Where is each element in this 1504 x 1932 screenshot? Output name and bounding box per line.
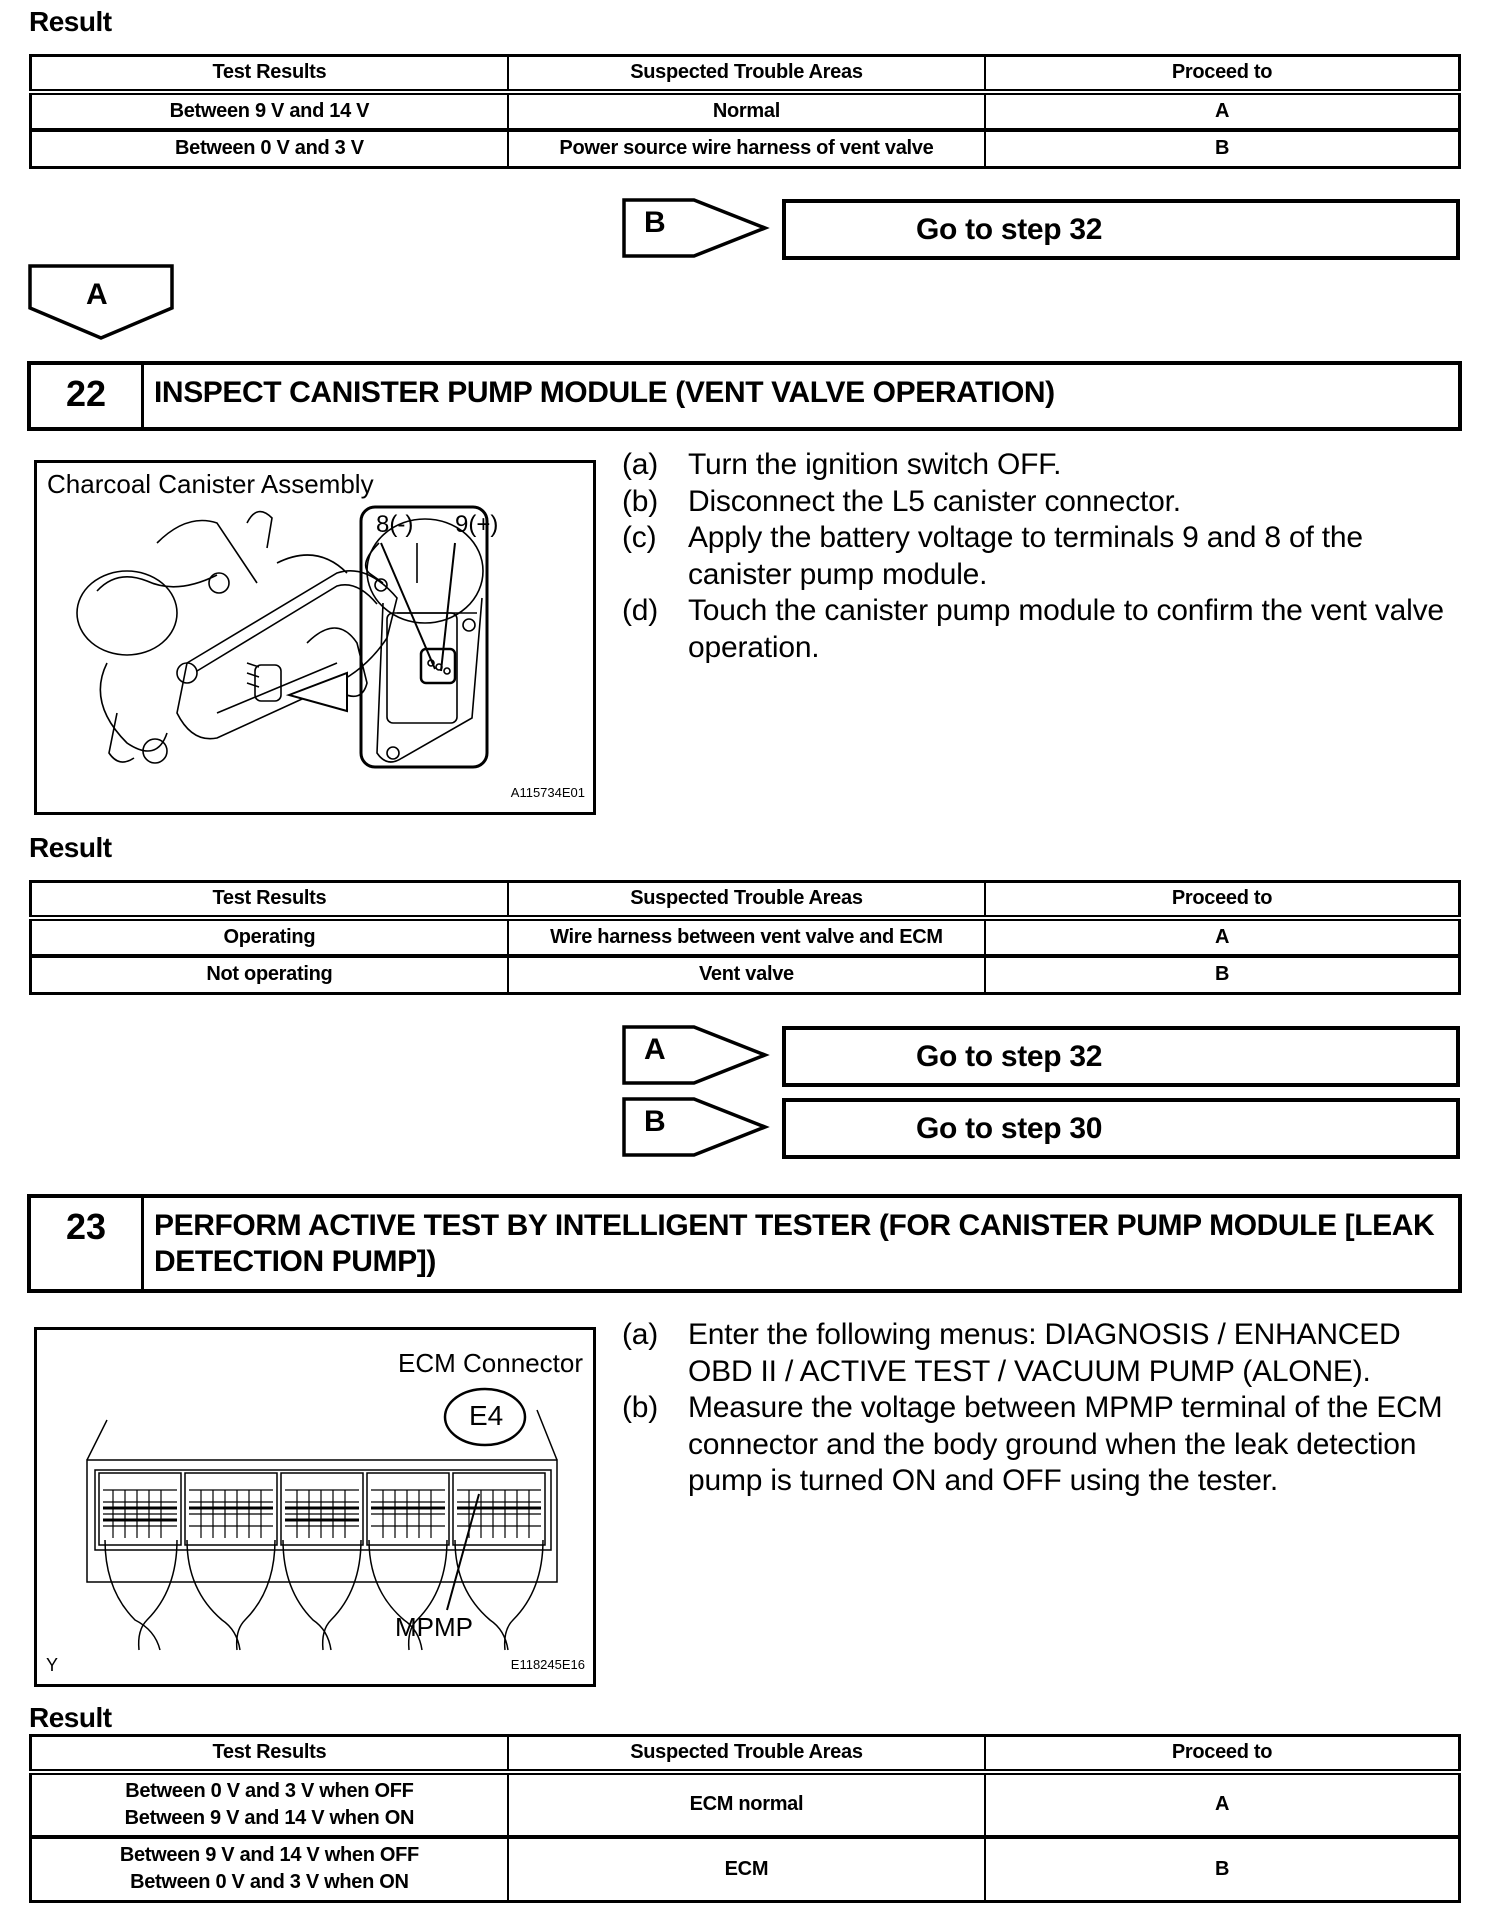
proceed-to-cell: A [985, 92, 1459, 130]
result-table-step-23 [29, 1734, 1461, 1903]
figure-id: A115734E01 [510, 785, 585, 800]
result-table-step-22 [29, 880, 1461, 995]
column-header: Proceed to [985, 1736, 1459, 1772]
step-title: PERFORM ACTIVE TEST BY INTELLIGENT TESTER (FOR CANISTER PUMP MODULE [LEAK DETECTION PUMP]) [154, 1209, 1435, 1278]
charcoal-canister-figure [34, 460, 596, 815]
branch-tag-label: B [644, 1105, 666, 1138]
trouble-area-cell: ECM [508, 1837, 985, 1902]
column-header: Suspected Trouble Areas [508, 1736, 985, 1772]
instruction-text: Measure the voltage between MPMP terminal of the ECM connector and the body ground when the leak detection pump is turned ON and OFF using the tester. [688, 1391, 1443, 1497]
result-table-top [29, 54, 1461, 169]
branch-tag-label: A [644, 1033, 666, 1066]
test-result-line: Between 9 V and 14 V when OFF [119, 1844, 419, 1867]
go-to-step-link[interactable] [782, 1098, 1460, 1159]
step-number: 23 [31, 1198, 144, 1289]
continue-tag-a[interactable] [28, 264, 174, 340]
column-header: Suspected Trouble Areas [508, 882, 985, 918]
proceed-to-cell: B [985, 1837, 1459, 1902]
connector-id-label: E4 [469, 1400, 504, 1431]
table-header-row [31, 1736, 1460, 1772]
trouble-area-cell: ECM normal [508, 1772, 985, 1837]
column-header: Suspected Trouble Areas [508, 56, 985, 92]
table-header-row [31, 56, 1460, 92]
terminal-label: MPMP [395, 1612, 473, 1642]
table-row [31, 130, 1460, 168]
test-result-line: Between 0 V and 3 V when ON [130, 1871, 409, 1894]
proceed-to-cell: A [985, 1772, 1459, 1837]
instruction-text: Turn the ignition switch OFF. [688, 448, 1062, 481]
step-title: INSPECT CANISTER PUMP MODULE (VENT VALVE OPERATION) [154, 376, 1055, 409]
proceed-to-cell: A [985, 918, 1459, 956]
table-row [31, 918, 1460, 956]
terminal-positive-label: 9(+) [455, 511, 499, 538]
result-heading: Result [29, 832, 112, 863]
column-header: Test Results [31, 56, 508, 92]
trouble-area-cell: Power source wire harness of vent valve [508, 130, 985, 168]
figure-id: E118245E16 [510, 1657, 585, 1672]
instruction-marker: (d) [622, 594, 659, 627]
column-header: Test Results [31, 1736, 508, 1772]
instruction-item [622, 484, 1462, 521]
column-header: Proceed to [985, 56, 1459, 92]
instruction-text: Disconnect the L5 canister connector. [688, 484, 1181, 518]
instruction-item [622, 1390, 1462, 1500]
trouble-area-cell: Vent valve [508, 956, 985, 994]
table-row [31, 92, 1460, 130]
go-to-step-link[interactable] [782, 1026, 1460, 1087]
table-header-row [31, 882, 1460, 918]
test-result-cell: Not operating [31, 956, 508, 994]
result-heading: Result [29, 1702, 112, 1733]
canister-assembly-illustration [37, 463, 599, 818]
step-22-header [27, 361, 1462, 431]
terminal-negative-label: 8(-) [376, 511, 414, 538]
ecm-connector-figure [34, 1327, 596, 1687]
branch-tag-a[interactable] [622, 1025, 770, 1085]
test-result-line: Between 0 V and 3 V when OFF [125, 1779, 414, 1802]
go-to-step-label: Go to step 30 [916, 1112, 1103, 1145]
table-row [31, 1837, 1460, 1902]
instruction-item [622, 520, 1462, 593]
trouble-area-cell: Wire harness between vent valve and ECM [508, 918, 985, 956]
proceed-to-cell: B [985, 130, 1459, 168]
continue-tag-label: A [86, 278, 108, 311]
figure-caption: ECM Connector [398, 1348, 583, 1378]
instruction-text: Enter the following menus: DIAGNOSIS / ENHANCED OBD II / ACTIVE TEST / VACUUM PUMP (ALONE). [688, 1318, 1401, 1388]
branch-tag-b[interactable] [622, 198, 770, 258]
instruction-marker: (b) [622, 1391, 659, 1424]
instruction-item [622, 593, 1462, 666]
test-result-cell: Between 9 V and 14 V [31, 92, 508, 130]
go-to-step-link[interactable] [782, 199, 1460, 260]
test-result-cell: Between 0 V and 3 V [31, 130, 508, 168]
instruction-text: Touch the canister pump module to confirm the vent valve operation. [688, 594, 1444, 664]
trouble-area-cell: Normal [508, 92, 985, 130]
go-to-step-label: Go to step 32 [916, 213, 1103, 246]
instruction-marker: (c) [622, 521, 657, 554]
test-result-line: Between 9 V and 14 V when ON [124, 1806, 415, 1829]
instruction-marker: (b) [622, 484, 659, 518]
instruction-item [622, 1317, 1462, 1390]
test-result-cell: Operating [31, 918, 508, 956]
table-row [31, 1772, 1460, 1837]
test-result-cell [31, 1837, 508, 1902]
go-to-step-label: Go to step 32 [916, 1040, 1103, 1073]
step-22-instructions [622, 447, 1462, 666]
table-row [31, 956, 1460, 994]
branch-tag-b[interactable] [622, 1097, 770, 1157]
column-header: Proceed to [985, 882, 1459, 918]
result-heading: Result [29, 6, 112, 37]
instruction-marker: (a) [622, 448, 659, 481]
instruction-text: Apply the battery voltage to terminals 9 and 8 of the canister pump module. [688, 521, 1363, 591]
instruction-marker: (a) [622, 1318, 659, 1351]
branch-tag-label: B [644, 206, 666, 239]
step-number: 22 [31, 365, 144, 427]
column-header: Test Results [31, 882, 508, 918]
figure-caption: Charcoal Canister Assembly [47, 469, 374, 499]
proceed-to-cell: B [985, 956, 1459, 994]
instruction-item [622, 447, 1462, 484]
step-23-instructions [622, 1317, 1462, 1500]
corner-mark: Y [46, 1655, 59, 1675]
test-result-cell [31, 1772, 508, 1837]
ecm-connector-illustration [37, 1330, 599, 1690]
step-23-header [27, 1194, 1462, 1293]
